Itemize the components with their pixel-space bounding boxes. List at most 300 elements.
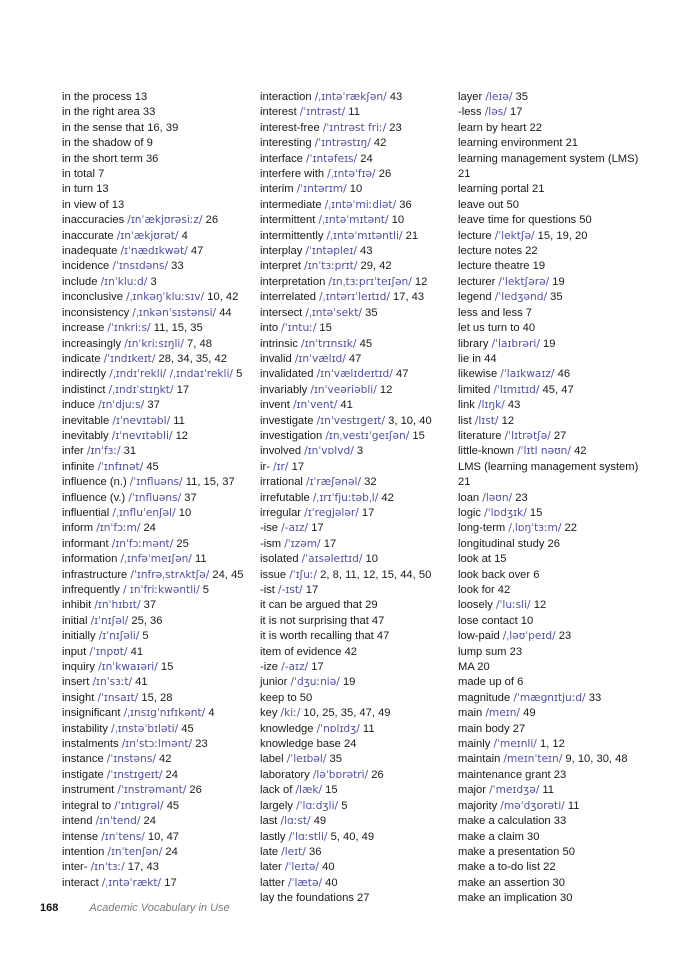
index-pronunciation: /ˌɪntəˈrækt/: [101, 876, 162, 889]
index-page-refs: 12: [411, 275, 428, 288]
index-entry: [260, 105, 450, 120]
index-entry: [260, 460, 450, 475]
index-headword: likewise: [458, 368, 501, 381]
index-pronunciation: /ˈlɪtrətʃə/: [504, 429, 551, 442]
index-headword: less and less 7: [458, 306, 533, 319]
index-page-refs: 27: [550, 429, 567, 442]
index-page-refs: 25, 36: [128, 614, 163, 627]
index-page-refs: 5: [199, 584, 210, 596]
index-page-refs: 11, 15, 35: [150, 322, 203, 335]
index-headword: main: [458, 707, 486, 720]
index-headword: little-known: [458, 445, 518, 458]
index-headword: -ise: [260, 522, 282, 535]
index-entry: [260, 414, 450, 429]
index-headword: mainly: [458, 738, 494, 751]
index-headword: initial: [62, 614, 91, 627]
index-headword: knowledge: [260, 722, 317, 735]
index-pronunciation: /ˈɪnfɪnət/: [97, 460, 144, 473]
index-entry: [62, 706, 252, 721]
index-pronunciation: /ˈlektʃə/: [494, 229, 535, 242]
index-pronunciation: /ˈnɒlɪdʒ/: [316, 722, 360, 735]
index-pronunciation: /ˌɪnstəˈbɪləti/: [111, 722, 179, 735]
index-page-refs: 11: [191, 553, 207, 566]
index-page-refs: 11: [345, 106, 360, 119]
index-page-refs: 17: [308, 522, 324, 535]
index-entry: [458, 752, 648, 767]
index-entry: [62, 691, 252, 706]
index-page-refs: 24: [162, 845, 178, 858]
index-pronunciation: /ˈɪnpʊt/: [89, 645, 128, 658]
index-entry: [458, 521, 648, 536]
index-headword: look at 15: [458, 553, 507, 566]
index-pronunciation: /ˈɪnfluəns/: [128, 491, 182, 504]
index-pronunciation: /ˈlaɪbrəri/: [491, 337, 540, 350]
index-entry: [458, 814, 648, 829]
index-entry: [260, 259, 450, 274]
index-headword: include: [62, 275, 101, 288]
index-entry: [458, 506, 648, 521]
index-headword: learning environment 21: [458, 137, 579, 150]
index-page-refs: 35: [362, 306, 378, 319]
index-page-refs: 17: [358, 506, 375, 519]
index-headword: insignificant: [62, 707, 124, 720]
index-headword: incidence: [62, 260, 113, 273]
index-headword: item of evidence 42: [260, 645, 358, 658]
index-pronunciation: /ɪnˈtens/: [101, 830, 145, 843]
index-headword: interfere with: [260, 168, 328, 181]
index-headword: influential: [62, 506, 113, 519]
index-entry: [260, 752, 450, 767]
index-page-refs: 1, 12: [536, 738, 565, 751]
index-pronunciation: /ˈdʒuːniə/: [290, 676, 340, 689]
index-entry: [458, 583, 648, 598]
index-entry: [62, 598, 252, 613]
index-entry: [62, 244, 252, 259]
index-entry: [458, 568, 648, 583]
index-headword: inevitable: [62, 414, 113, 427]
index-headword: interesting: [260, 137, 315, 150]
index-pronunciation: /ˈɪzəm/: [284, 537, 321, 550]
index-headword: -less: [458, 106, 485, 119]
index-page-refs: 3: [147, 275, 157, 288]
index-headword: it can be argued that 29: [260, 599, 378, 612]
index-headword: in the right area 33: [62, 106, 156, 119]
index-headword: increase: [62, 322, 108, 335]
index-entry: [458, 182, 648, 197]
index-entry: [458, 737, 648, 752]
index-page-refs: 46: [554, 368, 571, 381]
index-entry: [260, 537, 450, 552]
index-entry: [62, 321, 252, 336]
index-pronunciation: /ɪnˈtɜː/: [90, 861, 125, 874]
index-page-refs: 3: [353, 445, 364, 458]
index-page-refs: 23: [512, 491, 528, 504]
index-page-refs: 15: [157, 661, 174, 674]
index-headword: influence (v.): [62, 491, 129, 504]
index-headword: intense: [62, 830, 102, 843]
index-pronunciation: /ˌɪntəˈrækʃən/: [314, 91, 387, 103]
index-pronunciation: /ɪnˈækjʊrəsiːz/: [127, 214, 203, 227]
index-entry: [260, 645, 450, 660]
index-pronunciation: /ɪˈræʃənəl/: [306, 476, 362, 489]
index-entry: [260, 675, 450, 690]
index-headword: invalid: [260, 352, 295, 365]
index-headword: loosely: [458, 599, 496, 612]
index-headword: inquiry: [62, 661, 99, 674]
index-headword: make a claim 30: [458, 830, 540, 843]
index-pronunciation: /ˈlɑːdʒli/: [296, 799, 339, 812]
index-pronunciation: /ˌɪntərɪˈleɪtɪd/: [319, 291, 390, 304]
index-pronunciation: /leɪt/: [281, 845, 306, 858]
index-page-refs: 37: [181, 491, 197, 504]
index-headword: interest-free: [260, 121, 323, 134]
index-entry: [62, 367, 252, 382]
index-entry: [62, 860, 252, 875]
index-page-refs: 10: [175, 506, 192, 519]
index-pronunciation: /ɪnˈvestɪgeɪt/: [316, 414, 386, 427]
index-headword: lose contact 10: [458, 614, 534, 627]
index-pronunciation: /ˌɪntəˈsekt/: [305, 306, 363, 319]
index-headword: intrinsic: [260, 337, 302, 350]
index-entry: [458, 198, 648, 213]
index-headword: intermittent: [260, 214, 319, 227]
index-entry: [458, 275, 648, 290]
index-entry: [458, 414, 648, 429]
index-entry: [62, 290, 252, 305]
index-entry: [62, 414, 252, 429]
index-headword: literature: [458, 429, 505, 442]
index-entry: [260, 136, 450, 151]
index-pronunciation: /meɪn/: [485, 707, 520, 720]
index-headword: link: [458, 399, 478, 412]
index-entry: [260, 552, 450, 567]
index-headword: interest: [260, 106, 300, 119]
index-entry: [260, 321, 450, 336]
index-headword: knowledge base 24: [260, 738, 357, 751]
index-page-refs: 12: [376, 383, 393, 396]
index-page-refs: 47: [345, 352, 362, 365]
index-pronunciation: /lɪst/: [474, 414, 499, 427]
index-pronunciation: /ˌɪndɪˈrekli/ /ˌɪndaɪˈrekli/: [109, 368, 233, 381]
index-page-refs: 17: [320, 537, 337, 550]
index-pronunciation: /ˈɪntrəst friː/: [322, 121, 387, 134]
index-entry: [458, 691, 648, 706]
index-headword: logic: [458, 506, 485, 519]
index-headword: in the process 13: [62, 91, 148, 103]
index-pronunciation: /ˈɪnsaɪt/: [97, 691, 139, 704]
index-headword: indicate: [62, 352, 104, 365]
index-headword: look back over 6: [458, 568, 540, 581]
index-entry: [62, 229, 252, 244]
index-page-refs: 22: [561, 522, 577, 535]
index-pronunciation: /ˌləʊˈpeɪd/: [502, 630, 556, 643]
index-entry: [260, 121, 450, 136]
index-page-refs: 36: [396, 198, 412, 211]
index-entry: [62, 583, 252, 598]
index-pronunciation: /ˈɪʃuː/: [289, 568, 318, 581]
index-entry: [62, 475, 252, 490]
index-headword: insight: [62, 691, 98, 704]
index-headword: leave out 50: [458, 198, 519, 211]
index-page-refs: 4: [178, 229, 188, 242]
index-page-refs: 11, 15, 37: [182, 476, 235, 489]
index-entry: [62, 383, 252, 398]
index-page-refs: 17: [308, 661, 324, 674]
index-page-refs: 12: [530, 599, 547, 612]
index-pronunciation: /lɪŋk/: [477, 399, 505, 412]
index-page-refs: 42: [155, 753, 172, 766]
index-page-refs: 10, 25, 35, 47, 49: [300, 707, 391, 720]
index-entry: [260, 568, 450, 583]
index-entry: [62, 629, 252, 644]
index-pronunciation: /kiː/: [280, 707, 301, 720]
index-pronunciation: /ˌɪrɪˈfjuːtəbˌl/: [312, 491, 379, 504]
index-pronunciation: /ˌɪnfluˈenʃəl/: [112, 506, 176, 519]
index-page-refs: 24, 45: [209, 568, 244, 581]
index-page-refs: 24: [140, 522, 156, 535]
index-headword: instigate: [62, 768, 107, 781]
index-entry: [62, 737, 252, 752]
index-headword: infer: [62, 445, 87, 458]
index-pronunciation: /lɑːst/: [280, 815, 311, 828]
index-pronunciation: /ˈɪnstɪgeɪt/: [106, 768, 163, 781]
index-page-refs: 35: [547, 291, 563, 304]
index-page-refs: 17: [173, 383, 190, 396]
index-page-refs: 5: [338, 799, 348, 812]
index-pronunciation: /læk/: [295, 784, 323, 797]
index-headword: make a to-do list 22: [458, 861, 556, 874]
index-entry: [62, 552, 252, 567]
index-headword: largely: [260, 799, 297, 812]
index-headword: indirectly: [62, 368, 110, 381]
index-page-refs: 15: [409, 429, 425, 442]
index-headword: intend: [62, 815, 96, 828]
index-headword: it is worth recalling that 47: [260, 630, 390, 643]
index-pronunciation: /ləˈbɒrətri/: [312, 768, 369, 781]
index-pronunciation: /ˌɪnkənˈsɪstənsi/: [132, 306, 217, 319]
index-headword: inevitably: [62, 429, 112, 442]
index-page-refs: 42: [370, 137, 387, 150]
index-headword: in the sense that 16, 39: [62, 121, 179, 134]
index-headword: -ism: [260, 537, 285, 550]
index-headword: label: [260, 753, 287, 766]
index-pronunciation: /ˈleɪbəl/: [286, 753, 327, 766]
index-entry: [260, 182, 450, 197]
index-pronunciation: /ˌɪnsɪgˈnɪfɪkənt/: [123, 707, 206, 720]
index-pronunciation: /ɪnˈkluːd/: [100, 275, 148, 288]
index-page-refs: 31: [120, 445, 137, 458]
index-pronunciation: /ɪnˈvɒlvd/: [304, 445, 354, 458]
index-entry: [260, 367, 450, 382]
index-pronunciation: /ɪˈnevɪtəbli/: [111, 429, 173, 442]
index-page-refs: 26: [368, 768, 384, 781]
index-headword: inform: [62, 522, 97, 535]
index-headword: make an implication 30: [458, 892, 573, 905]
index-entry: [62, 845, 252, 860]
index-page-refs: 11: [564, 799, 580, 812]
index-headword: interpret: [260, 260, 305, 273]
page-footer: [40, 902, 230, 914]
index-entry: [260, 398, 450, 413]
index-headword: learning management system (LMS) 21: [458, 152, 639, 181]
index-headword: instalments: [62, 738, 122, 751]
index-entry: [62, 783, 252, 798]
index-pronunciation: /ˌɪndɪˈstɪŋkt/: [108, 383, 174, 396]
index-headword: initially: [62, 630, 99, 643]
index-headword: integral to: [62, 799, 115, 812]
index-headword: look for 42: [458, 584, 511, 596]
index-pronunciation: /ˌɪnfəˈmeɪʃən/: [120, 553, 192, 566]
index-headword: list: [458, 414, 475, 427]
index-headword: ir-: [260, 460, 274, 473]
index-pronunciation: /ɪnˈvælɪd/: [294, 352, 346, 365]
index-pronunciation: /ɪnˈfɜː/: [86, 445, 121, 458]
index-pronunciation: /ˈɪntɪgrəl/: [114, 799, 164, 812]
index-page-refs: 5: [233, 368, 243, 381]
index-headword: lump sum 23: [458, 645, 523, 658]
index-page-refs: 24: [162, 768, 178, 781]
index-pronunciation: /ɪnˌtɜːprɪˈteɪʃən/: [328, 275, 412, 288]
index-headword: it is not surprising that 47: [260, 614, 385, 627]
index-entry: [260, 152, 450, 167]
index-headword: interact: [62, 876, 102, 889]
index-page-refs: 5, 40, 49: [327, 830, 375, 843]
index-headword: in turn 13: [62, 183, 109, 196]
index-pronunciation: /məˈdʒɒrəti/: [500, 799, 565, 812]
index-entry: [458, 830, 648, 845]
index-pronunciation: /ˌɪntəˈmɪtəntli/: [326, 229, 403, 242]
index-entry: [260, 691, 450, 706]
index-page-refs: 37: [140, 599, 157, 612]
index-page-refs: 19: [539, 337, 556, 350]
index-pronunciation: /ˈlɑːstli/: [288, 830, 328, 843]
index-page-refs: 10, 42: [204, 291, 239, 304]
index-page-refs: 43: [356, 245, 373, 258]
index-pronunciation: /ˌɪntəˈmɪtənt/: [318, 214, 389, 227]
index-entry: [260, 860, 450, 875]
index-headword: main body 27: [458, 722, 526, 735]
index-page-refs: 41: [127, 645, 144, 658]
index-headword: interim: [260, 183, 297, 196]
index-entry: [458, 105, 648, 120]
index-pronunciation: /ˈlektʃərə/: [498, 275, 550, 288]
index-page-refs: 40: [319, 861, 335, 874]
index-pronunciation: /ˈɪntrəstɪŋ/: [314, 137, 371, 150]
index-page-refs: 15: [322, 784, 338, 797]
index-entry: [458, 352, 648, 367]
index-headword: interaction: [260, 91, 315, 103]
index-entry: [260, 444, 450, 459]
index-pronunciation: /ˈɪnkriːs/: [107, 322, 151, 335]
index-pronunciation: /ɪˈnɪʃəli/: [98, 630, 140, 643]
index-headword: issue: [260, 568, 290, 581]
index-entry: [62, 675, 252, 690]
index-pronunciation: /ˈlætə/: [287, 876, 323, 889]
index-headword: library: [458, 337, 492, 350]
index-pronunciation: /ɪr/: [273, 460, 289, 473]
index-headword: lecturer: [458, 275, 499, 288]
index-entry: [62, 460, 252, 475]
index-headword: inconclusive: [62, 291, 127, 304]
index-entry: [62, 537, 252, 552]
index-page-refs: 24: [357, 152, 373, 165]
index-headword: make an assertion 30: [458, 876, 565, 889]
index-pronunciation: /ləs/: [484, 106, 507, 119]
index-entry: [62, 167, 252, 182]
index-pronunciation: /ɪnˈstɔːlmənt/: [121, 738, 193, 751]
index-page-refs: 3, 10, 40: [385, 414, 432, 427]
index-headword: intersect: [260, 306, 306, 319]
index-page-refs: 17: [506, 106, 523, 119]
index-pronunciation: /meɪnˈteɪn/: [503, 753, 563, 766]
index-entry: [458, 290, 648, 305]
index-page-refs: 32: [361, 476, 377, 489]
index-headword: induce: [62, 399, 99, 412]
index-page-refs: 12: [172, 429, 189, 442]
index-entry: [62, 105, 252, 120]
index-pronunciation: /ɪnˌvestɪˈgeɪʃən/: [325, 429, 410, 442]
index-headword: laboratory: [260, 768, 313, 781]
index-pronunciation: /ˈɪnstəns/: [106, 753, 156, 766]
book-title: Academic Vocabulary in Use: [89, 902, 230, 914]
index-entry: [62, 614, 252, 629]
index-headword: inhibit: [62, 599, 95, 612]
index-page-refs: 10, 47: [144, 830, 180, 843]
index-page-refs: 17, 43: [389, 291, 425, 304]
index-headword: interface: [260, 152, 307, 165]
index-entry: [458, 552, 648, 567]
index-entry: [458, 860, 648, 875]
index-headword: lie in 44: [458, 352, 497, 365]
index-page-refs: 10: [362, 553, 378, 566]
index-entry: [458, 645, 648, 660]
index-entry: [62, 491, 252, 506]
index-entry: [62, 876, 252, 891]
index-pronunciation: /ˈmeɪdʒə/: [489, 784, 540, 797]
index-entry: [62, 275, 252, 290]
index-headword: leave time for questions 50: [458, 214, 592, 227]
index-entry: [458, 90, 648, 105]
index-headword: input: [62, 645, 90, 658]
index-entry: [458, 706, 648, 721]
index-headword: investigate: [260, 414, 317, 427]
index-page-refs: 42: [378, 491, 394, 504]
index-entry: [458, 537, 648, 552]
index-entry: [62, 352, 252, 367]
index-page-refs: 49: [310, 815, 327, 828]
index-entry: [260, 845, 450, 860]
index-page-refs: 23: [386, 121, 402, 134]
index-entry: [458, 337, 648, 352]
index-page-refs: 23: [192, 738, 208, 751]
index-page-refs: 17: [288, 460, 305, 473]
index-pronunciation: /ˈlɪtl nəʊn/: [517, 445, 571, 458]
index-entry: [62, 444, 252, 459]
index-entry: [458, 259, 648, 274]
index-column-3: [458, 90, 648, 907]
index-headword: keep to 50: [260, 691, 313, 704]
index-headword: infrequently: [62, 584, 123, 596]
index-entry: [62, 306, 252, 321]
index-entry: [260, 275, 450, 290]
index-page-refs: 37: [144, 399, 160, 412]
index-headword: influence (n.): [62, 476, 130, 489]
index-entry: [458, 722, 648, 737]
index-pronunciation: /-aɪz/: [281, 522, 309, 535]
index-entry: [62, 768, 252, 783]
index-pronunciation: /ˌɪntəˈmiːdiət/: [324, 198, 397, 211]
index-entry: [260, 521, 450, 536]
